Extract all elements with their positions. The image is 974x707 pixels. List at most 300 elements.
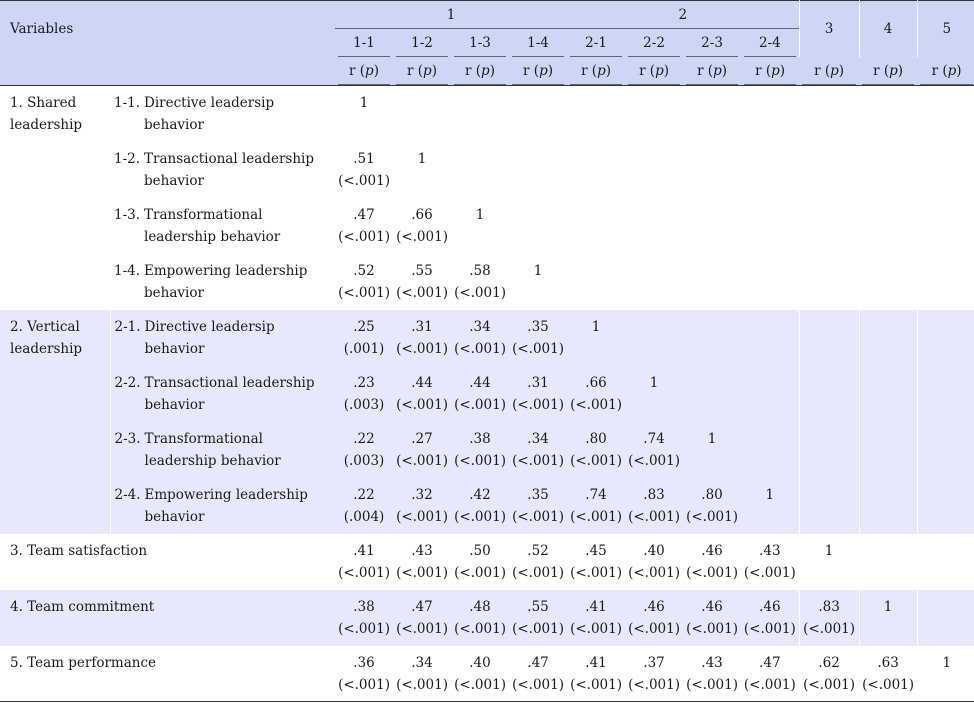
sub-variable-wrap <box>114 260 335 304</box>
correlation-cell <box>917 646 974 702</box>
stat-header <box>859 57 917 86</box>
correlation-cell <box>451 646 509 702</box>
stat-p: p <box>771 63 780 79</box>
correlation-cell <box>741 198 799 254</box>
stat-header-row <box>0 57 974 86</box>
correlation-cell <box>625 142 683 198</box>
stat-header <box>335 57 393 86</box>
correlation-cell <box>509 142 567 198</box>
stat-header-spacer <box>0 57 335 86</box>
correlation-cell <box>859 590 917 646</box>
sub-col-header: 1-1 <box>335 29 393 57</box>
r-value: .83 <box>818 598 840 615</box>
group-label: 1. Shared leadership <box>10 95 83 133</box>
correlation-cell <box>451 366 509 422</box>
stat-header <box>451 57 509 86</box>
sub-variable <box>110 142 335 198</box>
correlation-cell <box>799 366 859 422</box>
correlation-cell <box>741 254 799 310</box>
stat-r: r ( <box>639 63 656 79</box>
sub-col-header: 2-3 <box>683 29 741 57</box>
correlation-cell <box>567 86 625 142</box>
p-value: (<.001) <box>803 676 856 693</box>
correlation-cell <box>451 478 509 534</box>
r-value: .58 <box>469 262 491 279</box>
correlation-cell <box>451 86 509 142</box>
group-2-header: 2 <box>567 1 799 30</box>
correlation-cell <box>451 590 509 646</box>
correlation-cell <box>509 254 567 310</box>
p-value: (<.001) <box>686 508 738 525</box>
correlation-cell <box>799 590 859 646</box>
p-value: (.003) <box>343 396 385 413</box>
sub-variable <box>110 86 335 142</box>
correlation-cell <box>393 590 451 646</box>
p-value: (<.001) <box>743 564 796 581</box>
p-value: (<.001) <box>628 564 680 581</box>
correlation-cell <box>335 646 393 702</box>
stat-close: ) <box>431 63 437 79</box>
sub-variable-num: 2-2. <box>114 374 141 391</box>
sub-variable-num: 1-3. <box>114 206 141 223</box>
p-value: (<.001) <box>396 396 448 413</box>
p-value: (<.001) <box>570 452 622 469</box>
stat-close: ) <box>838 63 845 79</box>
sub-variable <box>110 422 335 478</box>
sub-variable-num: 1-4. <box>114 262 141 279</box>
p-value: (<.001) <box>512 564 564 581</box>
sub-variable-name: Empowering leadership behavior <box>144 486 308 525</box>
table-row <box>0 254 974 310</box>
sub-variable-wrap <box>115 316 336 360</box>
r-value: .37 <box>643 654 665 671</box>
correlation-cell <box>509 534 567 590</box>
r-value: .35 <box>527 318 549 335</box>
correlation-cell <box>393 534 451 590</box>
correlation-cell <box>799 142 859 198</box>
r-value: .43 <box>411 542 433 559</box>
correlation-cell <box>799 86 859 142</box>
r-value: .50 <box>469 542 491 559</box>
p-value: (<.001) <box>512 620 564 637</box>
p-value: (<.001) <box>686 620 738 637</box>
sub-col-header: 1-2 <box>393 29 451 57</box>
r-value: .80 <box>701 486 723 503</box>
correlation-cell <box>335 198 393 254</box>
correlation-cell <box>683 646 741 702</box>
r-value: .40 <box>469 654 491 671</box>
p-value: (<.001) <box>743 676 796 693</box>
correlation-cell <box>509 646 567 702</box>
group-1-header: 1 <box>335 1 567 30</box>
correlation-cell <box>683 310 741 366</box>
correlation-cell <box>799 310 859 366</box>
correlation-cell <box>335 142 393 198</box>
correlation-cell <box>859 646 917 702</box>
p-value: (<.001) <box>338 228 390 245</box>
correlation-cell <box>799 646 859 702</box>
p-value: (<.001) <box>454 508 506 525</box>
stat-r: r ( <box>581 63 598 79</box>
p-value: (<.001) <box>570 620 622 637</box>
correlation-cell <box>859 478 917 534</box>
table-row <box>0 590 974 646</box>
stat-close: ) <box>721 63 728 79</box>
r-value: .55 <box>527 598 549 615</box>
p-value: (<.001) <box>338 172 390 189</box>
stat-header <box>741 57 799 86</box>
stat-r: r ( <box>873 63 890 79</box>
correlation-cell <box>799 534 859 590</box>
r-value: .46 <box>759 598 781 615</box>
stat-close: ) <box>663 63 670 79</box>
correlation-cell <box>859 198 917 254</box>
sub-variable-num: 1-1. <box>114 95 141 111</box>
r-value: .42 <box>469 486 491 503</box>
r-value: .22 <box>353 430 375 447</box>
p-value: (.004) <box>343 508 385 525</box>
stat-header <box>393 57 451 86</box>
p-value: (<.001) <box>454 396 506 413</box>
sub-variable-name: Transformational leadership behavior <box>144 206 281 245</box>
p-value: (<.001) <box>396 676 448 693</box>
stat-header <box>509 57 567 86</box>
outcome-label: 5. Team performance <box>0 646 335 702</box>
stat-p: p <box>713 63 722 79</box>
p-value: (<.001) <box>454 284 506 301</box>
r-value: 1 <box>417 150 427 167</box>
correlation-cell <box>567 646 625 702</box>
correlation-cell <box>335 422 393 478</box>
correlation-cell <box>683 86 741 142</box>
correlation-cell <box>741 590 799 646</box>
r-value: .47 <box>411 598 433 615</box>
sub-variable-name: Transactional leadership behavior <box>144 150 314 189</box>
correlation-cell <box>741 422 799 478</box>
sub-variable-name: Directive leadersip behavior <box>144 318 275 357</box>
variables-header: Variables <box>0 1 335 58</box>
correlation-cell <box>799 198 859 254</box>
stat-header <box>799 57 859 86</box>
stat-r: r ( <box>349 63 366 79</box>
r-value: .38 <box>469 430 491 447</box>
p-value: (<.001) <box>512 452 564 469</box>
p-value: (<.001) <box>338 284 390 301</box>
group-label: 2. Vertical leadership <box>0 310 110 534</box>
p-value: (<.001) <box>396 508 448 525</box>
col-3-header: 3 <box>799 1 859 58</box>
stat-header <box>567 57 625 86</box>
r-value: .45 <box>585 542 607 559</box>
p-value: (<.001) <box>454 620 506 637</box>
correlation-cell <box>451 534 509 590</box>
r-value: .38 <box>353 598 375 615</box>
r-value: .74 <box>585 486 607 503</box>
sub-variable-wrap <box>115 428 336 472</box>
correlation-cell <box>567 422 625 478</box>
r-value: .23 <box>353 374 375 391</box>
sub-col-header: 1-4 <box>509 29 567 57</box>
correlation-cell <box>741 366 799 422</box>
stat-r: r ( <box>697 63 714 79</box>
r-value: .31 <box>527 374 549 391</box>
r-value: .46 <box>643 598 665 615</box>
sub-variable-name: Transactional leadership behavior <box>144 374 315 413</box>
r-value: .66 <box>411 206 433 223</box>
correlation-cell <box>393 86 451 142</box>
correlation-cell <box>741 142 799 198</box>
r-value: .32 <box>411 486 433 503</box>
stat-p: p <box>655 63 664 79</box>
col-4-header: 4 <box>859 1 917 58</box>
sub-variable-num: 2-1. <box>114 318 141 335</box>
correlation-cell <box>683 198 741 254</box>
r-value: .43 <box>701 654 723 671</box>
outcome-label: 3. Team satisfaction <box>10 542 148 559</box>
correlation-cell <box>799 422 859 478</box>
p-value: (<.001) <box>570 564 622 581</box>
sub-variable <box>110 254 335 310</box>
outcome-label: 4. Team commitment <box>0 590 335 646</box>
correlation-cell <box>625 422 683 478</box>
correlation-cell <box>335 590 393 646</box>
correlation-cell <box>799 478 859 534</box>
correlation-cell <box>917 478 974 534</box>
r-value: 1 <box>591 318 601 335</box>
correlation-cell <box>509 366 567 422</box>
sub-variable-num: 2-4. <box>114 486 141 503</box>
correlation-cell <box>741 534 799 590</box>
correlation-cell <box>917 534 974 590</box>
stat-r: r ( <box>465 63 482 79</box>
correlation-cell <box>625 534 683 590</box>
r-value: .41 <box>585 654 607 671</box>
table-row <box>0 534 974 590</box>
correlation-cell <box>451 310 509 366</box>
r-value: 1 <box>942 654 952 671</box>
correlation-cell <box>451 422 509 478</box>
correlation-cell <box>335 478 393 534</box>
p-value: (<.001) <box>454 564 506 581</box>
correlation-cell <box>393 254 451 310</box>
correlation-cell <box>393 422 451 478</box>
correlation-cell <box>567 142 625 198</box>
correlation-cell <box>683 142 741 198</box>
r-value: .80 <box>585 430 607 447</box>
p-value: (<.001) <box>628 676 680 693</box>
sub-variable-name: Directive leadersip behavior <box>144 95 275 133</box>
correlation-cell <box>625 590 683 646</box>
p-value: (<.001) <box>454 452 506 469</box>
correlation-cell <box>859 86 917 142</box>
p-value: (<.001) <box>396 284 448 301</box>
table-row <box>0 310 974 366</box>
r-value: .34 <box>411 654 433 671</box>
correlation-cell <box>917 590 974 646</box>
p-value: (<.001) <box>396 564 448 581</box>
p-value: (<.001) <box>628 620 680 637</box>
sub-col-header: 2-1 <box>567 29 625 57</box>
sub-variable-wrap <box>114 92 335 136</box>
sub-col-header: 2-4 <box>741 29 799 57</box>
stat-close: ) <box>373 63 379 79</box>
r-value: .34 <box>469 318 491 335</box>
stat-close: ) <box>897 63 904 79</box>
r-value: .36 <box>353 654 375 671</box>
correlation-cell <box>335 310 393 366</box>
correlation-cell <box>451 254 509 310</box>
table-row <box>0 198 974 254</box>
p-value: (<.001) <box>570 508 622 525</box>
r-value: .41 <box>353 542 375 559</box>
correlation-cell <box>451 198 509 254</box>
stat-r: r ( <box>523 63 540 79</box>
correlation-cell <box>625 646 683 702</box>
r-value: .51 <box>353 150 375 167</box>
r-value: .62 <box>818 654 840 671</box>
r-value: .47 <box>353 206 375 223</box>
correlation-cell <box>625 478 683 534</box>
r-value: .83 <box>643 486 665 503</box>
correlation-cell <box>859 422 917 478</box>
stat-header <box>625 57 683 86</box>
correlation-cell <box>393 366 451 422</box>
r-value: .40 <box>643 542 665 559</box>
r-value: .43 <box>759 542 781 559</box>
r-value: .55 <box>411 262 433 279</box>
correlation-cell <box>567 254 625 310</box>
correlation-cell <box>625 366 683 422</box>
stat-header <box>683 57 741 86</box>
r-value: .47 <box>759 654 781 671</box>
col-5-header: 5 <box>917 1 974 58</box>
r-value: .48 <box>469 598 491 615</box>
p-value: (<.001) <box>743 620 796 637</box>
stat-p: p <box>597 63 606 79</box>
stat-p: p <box>947 63 957 79</box>
stat-p: p <box>481 63 490 79</box>
correlation-cell <box>393 198 451 254</box>
p-value: (<.001) <box>338 564 390 581</box>
correlation-cell <box>741 478 799 534</box>
p-value: (<.001) <box>686 564 738 581</box>
p-value: (<.001) <box>512 676 564 693</box>
p-value: (<.001) <box>570 676 622 693</box>
correlation-cell <box>335 534 393 590</box>
correlation-cell <box>625 254 683 310</box>
r-value: .22 <box>353 486 375 503</box>
table-row <box>0 422 974 478</box>
p-value: (<.001) <box>396 452 448 469</box>
stat-p: p <box>539 63 548 79</box>
correlation-cell <box>393 310 451 366</box>
stat-p: p <box>365 63 374 79</box>
r-value: 1 <box>824 542 834 559</box>
stat-p: p <box>423 63 432 79</box>
correlation-cell <box>741 86 799 142</box>
table-row <box>0 646 974 702</box>
correlation-cell <box>625 86 683 142</box>
correlation-cell <box>393 142 451 198</box>
r-value: .52 <box>353 262 375 279</box>
r-value: .52 <box>527 542 549 559</box>
p-value: (<.001) <box>512 508 564 525</box>
stat-close: ) <box>605 63 612 79</box>
stat-r: r ( <box>814 63 831 79</box>
stat-r: r ( <box>755 63 772 79</box>
correlation-cell <box>683 478 741 534</box>
r-value: .74 <box>643 430 665 447</box>
table-header <box>0 1 974 86</box>
p-value: (<.001) <box>396 228 448 245</box>
r-value: 1 <box>883 598 893 615</box>
correlation-cell <box>335 86 393 142</box>
sub-variable-wrap <box>115 484 336 528</box>
r-value: 1 <box>649 374 659 391</box>
r-value: .34 <box>527 430 549 447</box>
table-row <box>0 366 974 422</box>
r-value: 1 <box>707 430 717 447</box>
correlation-cell <box>567 478 625 534</box>
r-value: .35 <box>527 486 549 503</box>
table-body <box>0 86 974 702</box>
p-value: (<.001) <box>338 620 390 637</box>
correlation-cell <box>625 310 683 366</box>
sub-variable <box>110 198 335 254</box>
correlation-cell <box>859 366 917 422</box>
correlation-cell <box>509 422 567 478</box>
correlation-cell <box>393 646 451 702</box>
sub-variable-wrap <box>114 148 335 192</box>
correlation-cell <box>917 366 974 422</box>
correlation-cell <box>683 254 741 310</box>
sub-variable <box>110 366 335 422</box>
p-value: (<.001) <box>396 340 448 357</box>
r-value: .46 <box>701 542 723 559</box>
correlation-cell <box>859 534 917 590</box>
correlation-cell <box>859 254 917 310</box>
p-value: (<.001) <box>512 340 564 357</box>
correlation-cell <box>567 534 625 590</box>
r-value: .31 <box>411 318 433 335</box>
p-value: (<.001) <box>628 508 680 525</box>
correlation-cell <box>335 254 393 310</box>
table-row <box>0 142 974 198</box>
stat-close: ) <box>779 63 786 79</box>
correlation-cell <box>509 310 567 366</box>
correlation-cell <box>683 590 741 646</box>
stat-header <box>917 57 974 86</box>
sub-variable-name: Transformational leadership behavior <box>144 430 281 469</box>
stat-close: ) <box>956 63 962 79</box>
correlation-cell <box>625 198 683 254</box>
correlation-cell <box>917 86 974 142</box>
r-value: 1 <box>533 262 543 279</box>
p-value: (<.001) <box>454 676 506 693</box>
correlation-cell <box>683 366 741 422</box>
correlation-cell <box>917 198 974 254</box>
r-value: .66 <box>585 374 607 391</box>
p-value: (<.001) <box>628 452 680 469</box>
stat-p: p <box>830 63 839 79</box>
r-value: .63 <box>877 654 899 671</box>
p-value: (<.001) <box>396 620 448 637</box>
sub-variable <box>110 478 335 534</box>
r-value: .25 <box>353 318 375 335</box>
r-value: .46 <box>701 598 723 615</box>
r-value: .27 <box>411 430 433 447</box>
r-value: 1 <box>765 486 775 503</box>
